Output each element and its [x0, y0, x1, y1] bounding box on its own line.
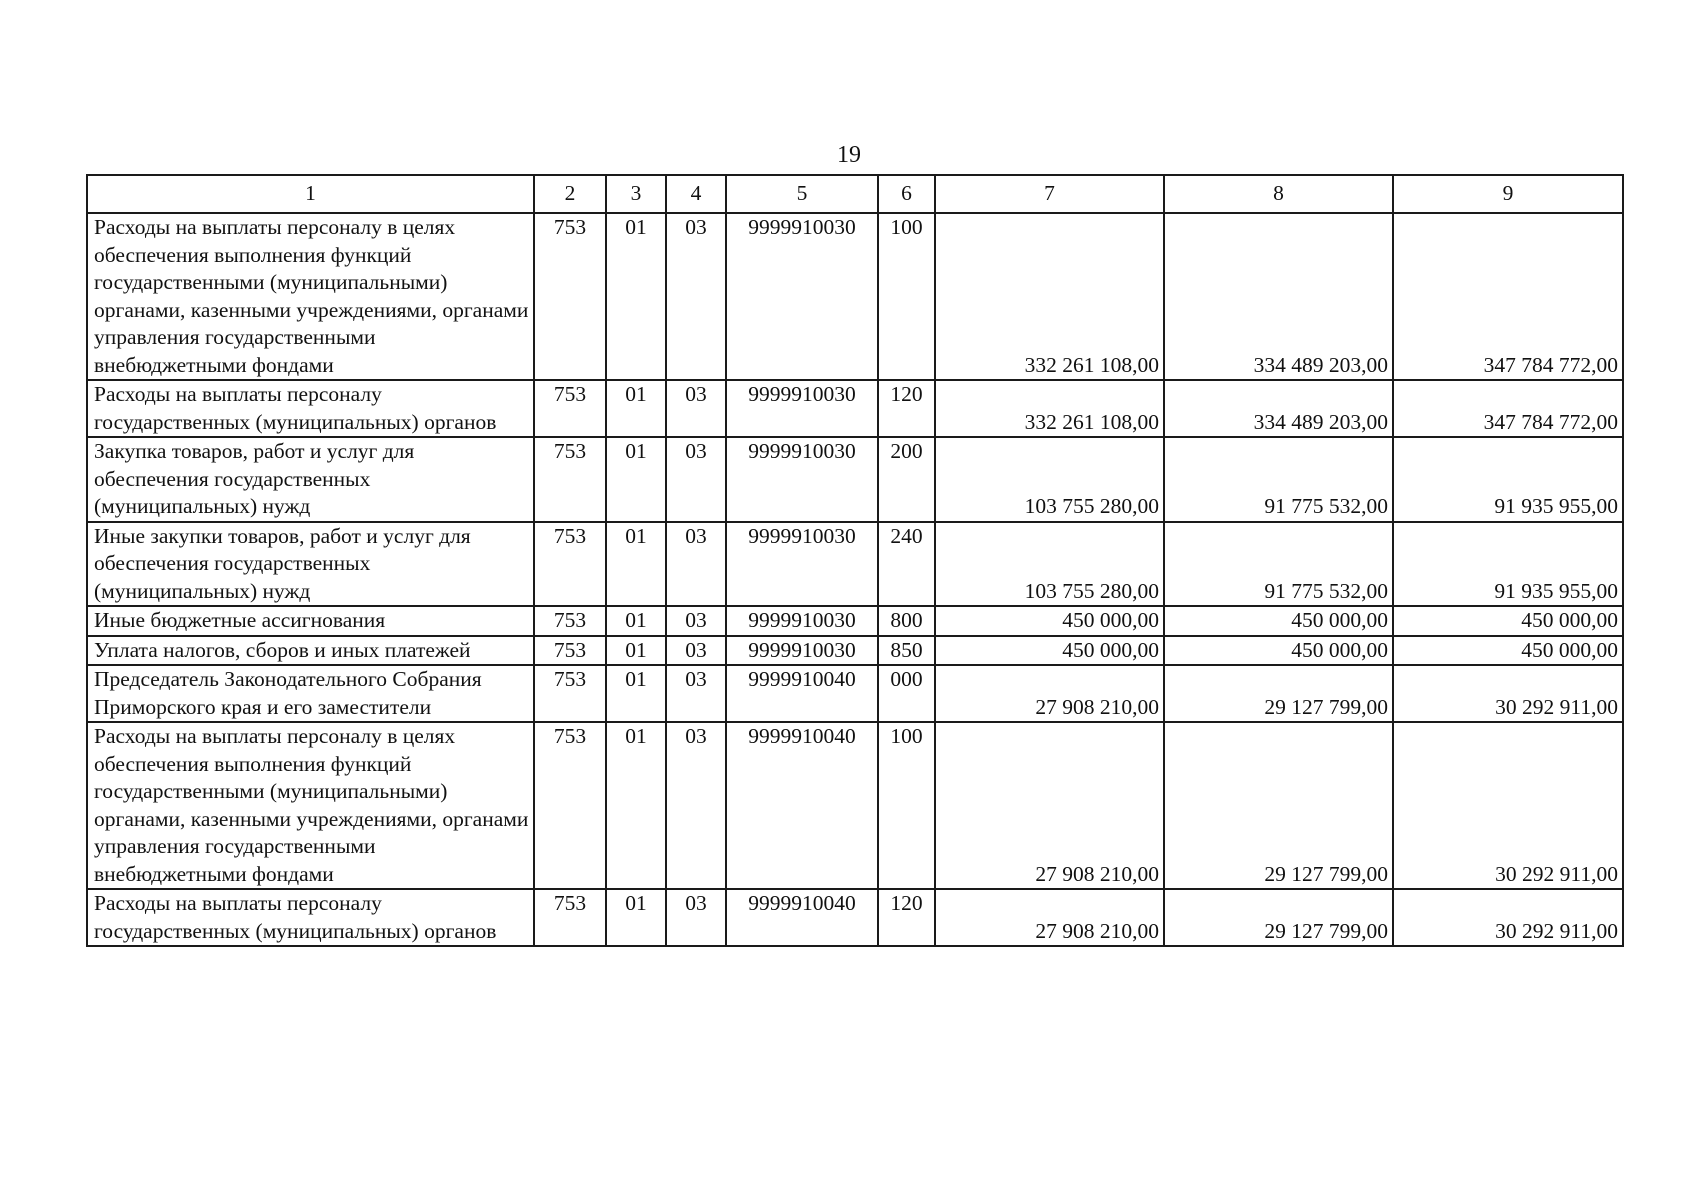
ministry-code-cell: 753 — [534, 665, 606, 722]
amount-col9-cell: 30 292 911,00 — [1393, 665, 1623, 722]
section-code-cell: 01 — [606, 889, 666, 946]
expense-name-cell: Председатель Законодательного Собрания Приморского края и его заместители — [87, 665, 534, 722]
expense-type-cell: 120 — [878, 889, 935, 946]
section-code-cell: 01 — [606, 665, 666, 722]
table-row — [87, 665, 1623, 722]
table-row — [87, 522, 1623, 607]
table-row — [87, 722, 1623, 889]
table-row — [87, 213, 1623, 380]
expense-type-cell: 100 — [878, 213, 935, 380]
amount-col9-cell: 450 000,00 — [1393, 636, 1623, 666]
amount-col8-cell: 334 489 203,00 — [1164, 380, 1393, 437]
amount-col8-cell: 91 775 532,00 — [1164, 437, 1393, 522]
expense-name-cell: Иные бюджетные ассигнования — [87, 606, 534, 636]
target-article-cell: 9999910030 — [726, 522, 878, 607]
expense-type-cell: 100 — [878, 722, 935, 889]
subsection-code-cell: 03 — [666, 606, 726, 636]
column-header: 7 — [935, 175, 1164, 213]
subsection-code-cell: 03 — [666, 665, 726, 722]
amount-col8-cell: 29 127 799,00 — [1164, 665, 1393, 722]
column-number-header-row — [87, 175, 1623, 213]
amount-col9-cell: 347 784 772,00 — [1393, 213, 1623, 380]
column-header: 9 — [1393, 175, 1623, 213]
section-code-cell: 01 — [606, 213, 666, 380]
target-article-cell: 9999910030 — [726, 606, 878, 636]
expense-type-cell: 800 — [878, 606, 935, 636]
ministry-code-cell: 753 — [534, 606, 606, 636]
budget-table — [86, 174, 1624, 947]
amount-col7-cell: 450 000,00 — [935, 606, 1164, 636]
amount-col9-cell: 91 935 955,00 — [1393, 522, 1623, 607]
expense-type-cell: 850 — [878, 636, 935, 666]
target-article-cell: 9999910030 — [726, 437, 878, 522]
amount-col9-cell: 30 292 911,00 — [1393, 889, 1623, 946]
ministry-code-cell: 753 — [534, 889, 606, 946]
expense-name-cell: Иные закупки товаров, работ и услуг для обеспечения государственных (муниципальных) нужд — [87, 522, 534, 607]
amount-col8-cell: 334 489 203,00 — [1164, 213, 1393, 380]
expense-name-cell: Расходы на выплаты персоналу в целях обеспечения выполнения функций государственными (муниципальными) органами, казенными учреждениями, органами управления государственными внебюджетными фондами — [87, 213, 534, 380]
amount-col7-cell: 332 261 108,00 — [935, 213, 1164, 380]
section-code-cell: 01 — [606, 606, 666, 636]
table-row — [87, 636, 1623, 666]
amount-col8-cell: 450 000,00 — [1164, 636, 1393, 666]
subsection-code-cell: 03 — [666, 380, 726, 437]
section-code-cell: 01 — [606, 636, 666, 666]
ministry-code-cell: 753 — [534, 380, 606, 437]
amount-col9-cell: 30 292 911,00 — [1393, 722, 1623, 889]
amount-col7-cell: 103 755 280,00 — [935, 522, 1164, 607]
section-code-cell: 01 — [606, 722, 666, 889]
table-row — [87, 606, 1623, 636]
subsection-code-cell: 03 — [666, 722, 726, 889]
target-article-cell: 9999910030 — [726, 636, 878, 666]
amount-col9-cell: 91 935 955,00 — [1393, 437, 1623, 522]
amount-col7-cell: 27 908 210,00 — [935, 889, 1164, 946]
ministry-code-cell: 753 — [534, 437, 606, 522]
column-header: 5 — [726, 175, 878, 213]
amount-col7-cell: 103 755 280,00 — [935, 437, 1164, 522]
expense-name-cell: Уплата налогов, сборов и иных платежей — [87, 636, 534, 666]
expense-type-cell: 120 — [878, 380, 935, 437]
column-header: 1 — [87, 175, 534, 213]
ministry-code-cell: 753 — [534, 522, 606, 607]
amount-col9-cell: 347 784 772,00 — [1393, 380, 1623, 437]
table-row — [87, 437, 1623, 522]
expense-name-cell: Расходы на выплаты персоналу в целях обеспечения выполнения функций государственными (муниципальными) органами, казенными учреждениями, органами управления государственными внебюджетными фондами — [87, 722, 534, 889]
column-header: 2 — [534, 175, 606, 213]
subsection-code-cell: 03 — [666, 522, 726, 607]
subsection-code-cell: 03 — [666, 437, 726, 522]
subsection-code-cell: 03 — [666, 889, 726, 946]
amount-col8-cell: 29 127 799,00 — [1164, 722, 1393, 889]
amount-col8-cell: 29 127 799,00 — [1164, 889, 1393, 946]
expense-type-cell: 000 — [878, 665, 935, 722]
ministry-code-cell: 753 — [534, 722, 606, 889]
expense-name-cell: Расходы на выплаты персоналу государственных (муниципальных) органов — [87, 380, 534, 437]
target-article-cell: 9999910030 — [726, 380, 878, 437]
column-header: 8 — [1164, 175, 1393, 213]
table-row — [87, 889, 1623, 946]
expense-name-cell: Расходы на выплаты персоналу государственных (муниципальных) органов — [87, 889, 534, 946]
amount-col7-cell: 27 908 210,00 — [935, 665, 1164, 722]
target-article-cell: 9999910040 — [726, 722, 878, 889]
subsection-code-cell: 03 — [666, 213, 726, 380]
amount-col8-cell: 91 775 532,00 — [1164, 522, 1393, 607]
expense-name-cell: Закупка товаров, работ и услуг для обеспечения государственных (муниципальных) нужд — [87, 437, 534, 522]
section-code-cell: 01 — [606, 522, 666, 607]
ministry-code-cell: 753 — [534, 636, 606, 666]
section-code-cell: 01 — [606, 437, 666, 522]
column-header: 6 — [878, 175, 935, 213]
page-number: 19 — [837, 142, 861, 168]
target-article-cell: 9999910040 — [726, 889, 878, 946]
column-header: 3 — [606, 175, 666, 213]
amount-col7-cell: 27 908 210,00 — [935, 722, 1164, 889]
table-row — [87, 380, 1623, 437]
target-article-cell: 9999910030 — [726, 213, 878, 380]
amount-col8-cell: 450 000,00 — [1164, 606, 1393, 636]
amount-col9-cell: 450 000,00 — [1393, 606, 1623, 636]
section-code-cell: 01 — [606, 380, 666, 437]
ministry-code-cell: 753 — [534, 213, 606, 380]
amount-col7-cell: 332 261 108,00 — [935, 380, 1164, 437]
amount-col7-cell: 450 000,00 — [935, 636, 1164, 666]
expense-type-cell: 240 — [878, 522, 935, 607]
expense-type-cell: 200 — [878, 437, 935, 522]
column-header: 4 — [666, 175, 726, 213]
target-article-cell: 9999910040 — [726, 665, 878, 722]
subsection-code-cell: 03 — [666, 636, 726, 666]
